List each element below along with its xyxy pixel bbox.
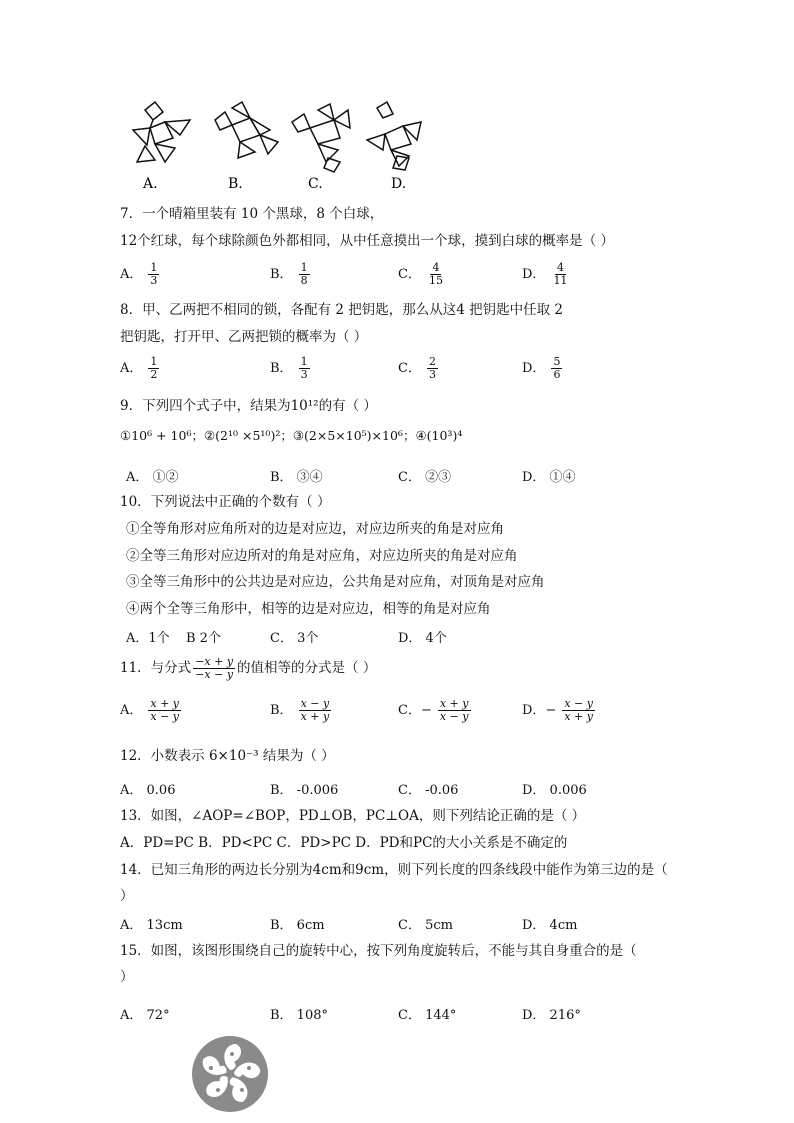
label-c: C. — [308, 176, 323, 192]
label-b: B. — [228, 176, 243, 192]
q8-option-d: D． $\frac{5}{6}$ — [522, 355, 561, 381]
q11-option-b: B． $\frac{x - y}{x + y}$ — [270, 697, 330, 723]
q14-option-c: C． 5cm — [398, 918, 453, 933]
q8-option-a: A． $\frac{1}{2}$ — [120, 355, 158, 381]
q15-stem-line1: 15．如图，该图形围绕自己的旋转中心，按下列角度旋转后，不能与其自身重合的是（ — [120, 943, 637, 959]
q13-stem: 13．如图，∠AOP=∠BOP，PD⊥OB，PC⊥OA，则下列结论正确的是（ ） — [120, 808, 586, 824]
q9-expressions: ①10⁶ + 10⁶；②(2¹⁰ ×5¹⁰)²；③(2×5×10⁵)×10⁶；④(10³)⁴ — [120, 428, 463, 443]
q10-statement-2: ②全等三角形对应边所对的角是对应角，对应边所夹的角是对应角 — [126, 548, 518, 564]
q12-option-c: C． -0.06 — [398, 783, 459, 798]
q8-stem-line2: 把钥匙，打开甲、乙两把锁的概率为（ ） — [120, 329, 368, 345]
q14-option-d: D． 4cm — [522, 918, 578, 933]
q12-option-a: A． 0.06 — [120, 783, 176, 798]
figure-d — [367, 102, 421, 170]
q10-option-a: A．1个 — [126, 631, 170, 646]
q12-option-d: D． 0.006 — [522, 783, 587, 798]
q15-stem-line2: ） — [120, 969, 134, 985]
q9-option-d: D． ①④ — [522, 470, 576, 485]
q11-option-d: D．− $\frac{x - y}{x + y}$ — [522, 697, 593, 723]
q14-stem-line2: ） — [120, 888, 134, 904]
q8-option-c: C． $\frac{2}{3}$ — [398, 355, 436, 381]
figure-b — [215, 102, 278, 158]
q7-stem-line2: 12个红球，每个球除颜色外都相同，从中任意摸出一个球，摸到白球的概率是（ ） — [120, 233, 614, 249]
figure-a — [133, 102, 190, 162]
q7-option-d: D． $\frac{4}{11}$ — [522, 261, 568, 287]
q12-option-b: B． -0.006 — [270, 783, 339, 798]
q6-figure — [125, 100, 445, 195]
q10-statement-3: ③全等三角形中的公共边是对应边，公共角是对应角，对顶角是对应角 — [126, 574, 545, 590]
bauhinia-emblem-figure — [190, 1035, 270, 1113]
q9-stem: 9．下列四个式子中，结果为10¹²的有（ ） — [120, 398, 377, 414]
q10-option-c: C． 3个 — [270, 631, 319, 646]
q7-stem-line1: 7．一个晴箱里装有 10 个黑球，8 个白球， — [120, 206, 384, 222]
q12-stem: 12．小数表示 6×10⁻³ 结果为（ ） — [120, 748, 335, 764]
label-a: A. — [143, 176, 158, 192]
q11-stem: 11．与分式 $\frac{-x + y}{-x - y}$ 的值相等的分式是（ ） — [120, 655, 377, 681]
q10-statement-4: ④两个全等三角形中，相等的边是对应边，相等的角是对应角 — [126, 601, 491, 617]
q14-option-a: A． 13cm — [120, 918, 183, 933]
q11-option-c: C．− $\frac{x + y}{x - y}$ — [398, 697, 469, 723]
q7-option-b: B． $\frac{1}{8}$ — [270, 261, 308, 287]
q14-option-b: B． 6cm — [270, 918, 325, 933]
q15-option-a: A． 72° — [120, 1008, 170, 1023]
q10-stem: 10．下列说法中正确的个数有（ ） — [120, 494, 331, 510]
q14-stem-line1: 14．已知三角形的两边长分别为4cm和9cm，则下列长度的四条线段中能作为第三边的是（ — [120, 862, 668, 878]
q10-option-d: D． 4个 — [398, 631, 447, 646]
q10-statement-1: ①全等角形对应角所对的边是对应边，对应边所夹的角是对应角 — [126, 521, 504, 537]
q15-option-c: C． 144° — [398, 1008, 457, 1023]
q10-option-b: B 2个 — [186, 631, 221, 646]
q7-option-a: A． $\frac{1}{3}$ — [120, 261, 158, 287]
q9-option-a: A． ①② — [126, 470, 179, 485]
q9-option-b: B． ③④ — [270, 470, 323, 485]
q8-option-b: B． $\frac{1}{3}$ — [270, 355, 308, 381]
q11-option-a: A． $\frac{x + y}{x - y}$ — [120, 697, 180, 723]
q15-option-b: B． 108° — [270, 1008, 328, 1023]
label-d: D. — [391, 176, 407, 192]
q15-option-d: D． 216° — [522, 1008, 581, 1023]
q8-stem-line1: 8．甲、乙两把不相同的锁，各配有 2 把钥匙，那么从这4 把钥匙中任取 2 — [120, 302, 564, 318]
q7-option-c: C． $\frac{4}{15}$ — [398, 261, 443, 287]
q13-options: A．PD=PC B．PD<PC C．PD>PC D．PD和PC的大小关系是不确定的 — [120, 835, 568, 851]
q9-option-c: C． ②③ — [398, 470, 452, 485]
figure-c — [292, 104, 350, 172]
